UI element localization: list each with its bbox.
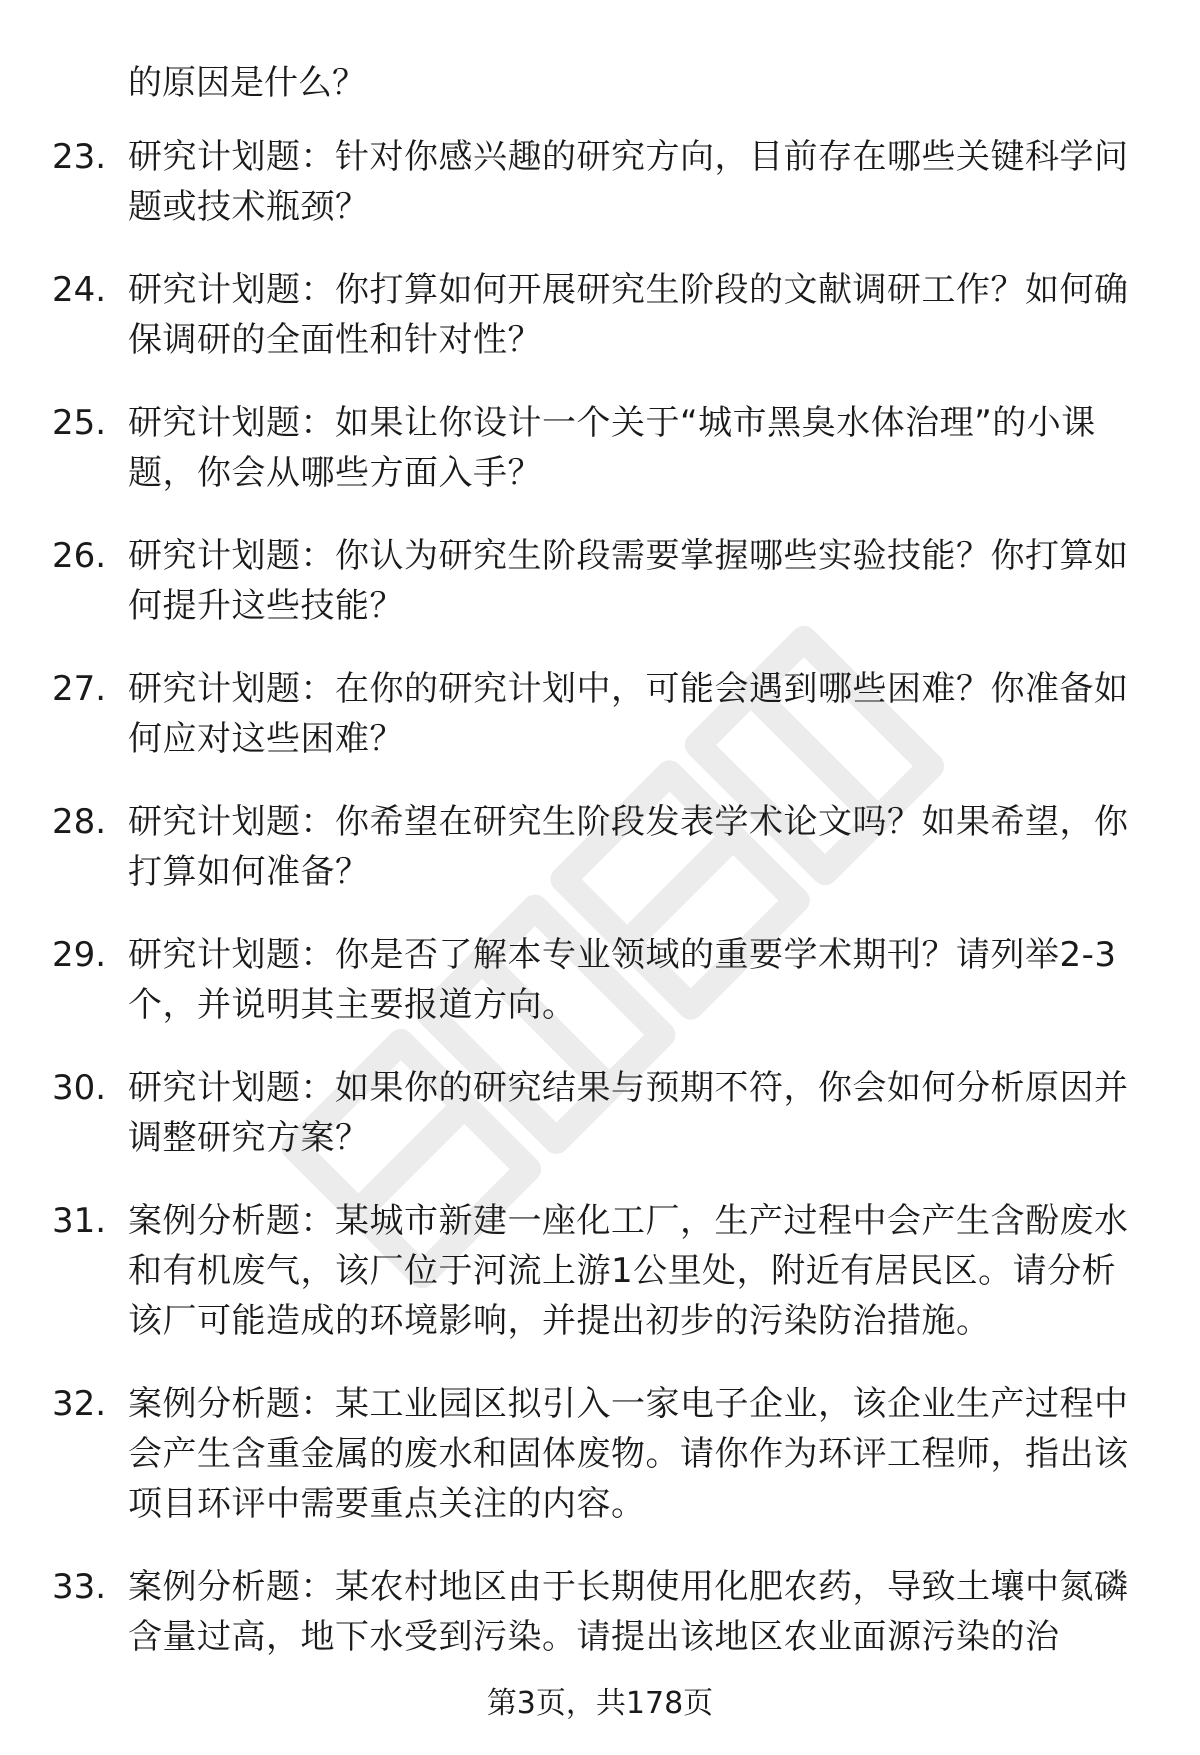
question-item: [0, 930, 1200, 1030]
question-item: [0, 1379, 1200, 1529]
question-text: 研究计划题：你希望在研究生阶段发表学术论文吗？如果希望，你打算如何准备？: [128, 802, 1129, 892]
question-number: 27.: [52, 669, 107, 709]
question-text: 研究计划题：你打算如何开展研究生阶段的文献调研工作？如何确保调研的全面性和针对性？: [128, 270, 1129, 360]
question-number: 25.: [52, 403, 107, 443]
question-item: [0, 531, 1200, 631]
continued-question-text: 的原因是什么？: [128, 63, 366, 103]
question-text: 研究计划题：在你的研究计划中，可能会遇到哪些困难？你准备如何应对这些困难？: [128, 669, 1129, 759]
question-list: [0, 132, 1200, 1695]
question-text: 研究计划题：如果你的研究结果与预期不符，你会如何分析原因并调整研究方案？: [128, 1068, 1129, 1158]
question-number: 33.: [52, 1567, 107, 1607]
question-number: 29.: [52, 935, 107, 975]
question-item: [0, 1196, 1200, 1346]
question-number: 28.: [52, 802, 107, 842]
question-text: 研究计划题：你认为研究生阶段需要掌握哪些实验技能？你打算如何提升这些技能？: [128, 536, 1129, 626]
question-number: 32.: [52, 1384, 107, 1424]
question-text: 研究计划题：你是否了解本专业领域的重要学术期刊？请列举2-3个，并说明其主要报道方向。: [128, 935, 1117, 1025]
question-item: [0, 132, 1200, 232]
question-item: [0, 398, 1200, 498]
question-number: 24.: [52, 270, 107, 310]
question-text: 案例分析题：某城市新建一座化工厂，生产过程中会产生含酚废水和有机废气，该厂位于河流上游1公里处，附近有居民区。请分析该厂可能造成的环境影响，并提出初步的污染防治措施。: [128, 1201, 1129, 1341]
question-text: 案例分析题：某工业园区拟引入一家电子企业，该企业生产过程中会产生含重金属的废水和固体废物。请你作为环评工程师，指出该项目环评中需要重点关注的内容。: [128, 1384, 1129, 1524]
question-item: [0, 797, 1200, 897]
question-item: [0, 1562, 1200, 1662]
page-number-footer: 第3页，共178页: [486, 1686, 714, 1721]
question-item: [0, 1063, 1200, 1163]
question-number: 26.: [52, 536, 107, 576]
question-item: [0, 664, 1200, 764]
question-number: 30.: [52, 1068, 107, 1108]
question-number: 23.: [52, 137, 107, 177]
question-item: [0, 265, 1200, 365]
question-text: 研究计划题：如果让你设计一个关于“城市黑臭水体治理”的小课题，你会从哪些方面入手？: [128, 403, 1096, 493]
question-number: 31.: [52, 1201, 107, 1241]
question-text: 研究计划题：针对你感兴趣的研究方向，目前存在哪些关键科学问题或技术瓶颈？: [128, 137, 1129, 227]
question-text: 案例分析题：某农村地区由于长期使用化肥农药，导致土壤中氮磷含量过高，地下水受到污染。请提出该地区农业面源污染的治: [128, 1567, 1129, 1657]
